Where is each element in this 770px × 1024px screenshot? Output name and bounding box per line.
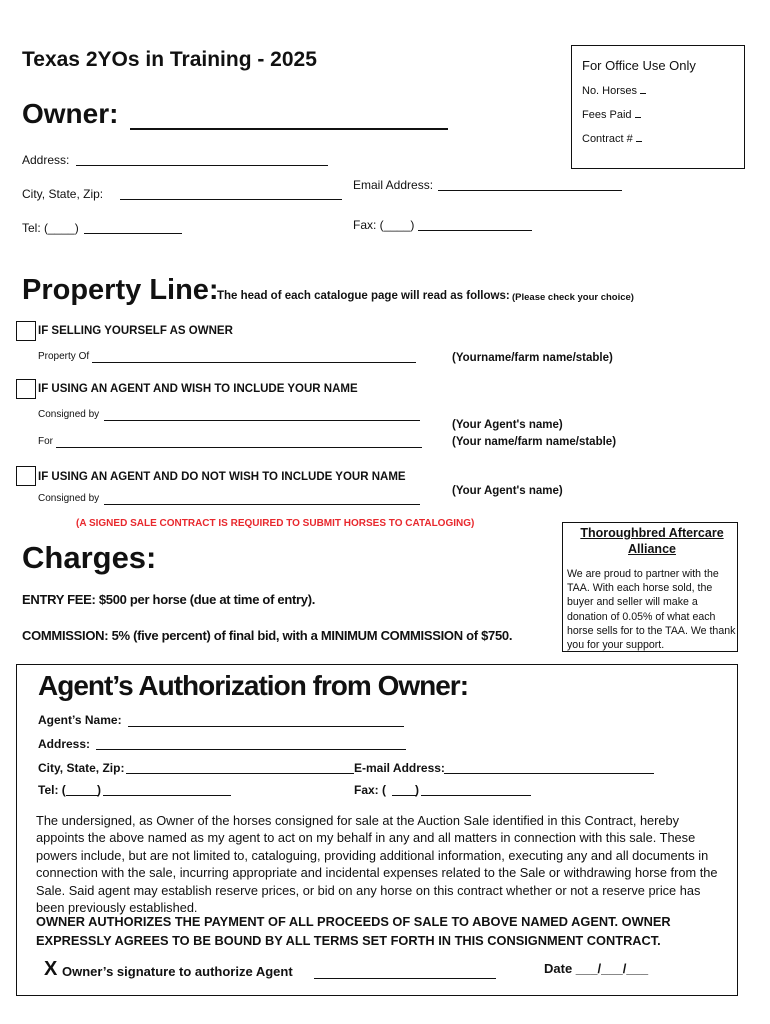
- agent-city-label: City, State, Zip:: [38, 761, 125, 775]
- consigned-by-field-2[interactable]: [104, 504, 420, 505]
- tel-label: Tel: (____): [22, 221, 79, 235]
- charges-heading: Charges:: [22, 540, 157, 575]
- consigned-by-field[interactable]: [104, 420, 420, 421]
- option-selling-yourself-label: IF SELLING YOURSELF AS OWNER: [38, 325, 233, 337]
- agent-address-field[interactable]: [96, 749, 406, 750]
- fax-label: Fax: (____): [353, 218, 415, 232]
- option-selling-yourself-checkbox[interactable]: [16, 321, 36, 341]
- address-label: Address:: [22, 153, 70, 167]
- agent-tel-area-field[interactable]: [66, 795, 98, 796]
- option-agent-exclude-label: IF USING AN AGENT AND DO NOT WISH TO INCLUDE YOUR NAME: [38, 471, 406, 483]
- taa-body: We are proud to partner with the TAA. With each horse sold, the buyer and seller will make a donation of 0.05% of what each horse sells for to the TAA. We thank you for your support.: [567, 568, 736, 652]
- signature-field[interactable]: [314, 978, 496, 979]
- signature-date[interactable]: Date ___/___/___: [544, 961, 649, 976]
- agent-authorization-heading: Agent’s Authorization from Owner:: [38, 670, 469, 701]
- your-name-hint-1: (Yourname/farm name/stable): [452, 352, 613, 364]
- agent-name-hint-2: (Your Agent's name): [452, 485, 563, 497]
- office-use-title: For Office Use Only: [582, 58, 696, 73]
- agent-tel-label: Tel: (: [38, 783, 66, 797]
- agent-email-field[interactable]: [444, 773, 654, 774]
- property-line-heading: Property Line:: [22, 274, 219, 306]
- agent-fax-area-field[interactable]: [392, 795, 416, 796]
- agent-name-field[interactable]: [128, 726, 404, 727]
- commission-text: COMMISSION: 5% (five percent) of final bid, with a MINIMUM COMMISSION of $750.: [22, 628, 513, 643]
- for-label: For: [38, 436, 53, 447]
- tel-field[interactable]: [84, 233, 182, 234]
- signature-label: Owner’s signature to authorize Agent: [62, 964, 293, 979]
- office-fees-paid: Fees Paid: [582, 109, 744, 121]
- entry-fee-text: ENTRY FEE: $500 per horse (due at time of entry).: [22, 592, 316, 607]
- taa-box: [562, 522, 738, 652]
- option-agent-exclude-checkbox[interactable]: [16, 466, 36, 486]
- property-line-subtitle: The head of each catalogue page will read as follows:: [217, 290, 510, 302]
- city-field[interactable]: [120, 199, 342, 200]
- email-field[interactable]: [438, 190, 622, 191]
- agent-tel-close: ): [97, 783, 101, 797]
- agent-fax-close: ): [415, 783, 419, 797]
- agent-tel-field[interactable]: [103, 795, 231, 796]
- contract-required-notice: (A SIGNED SALE CONTRACT IS REQUIRED TO SUBMIT HORSES TO CATALOGING): [76, 518, 475, 529]
- for-field[interactable]: [56, 447, 422, 448]
- owner-label: Owner:: [22, 98, 119, 129]
- authorization-caps-statement: OWNER AUTHORIZES THE PAYMENT OF ALL PROCEEDS OF SALE TO ABOVE NAMED AGENT. OWNER EXPRESSLY AGREES TO BE BOUND BY ALL TERMS SET FORTH IN THIS CONSIGNMENT CONTRACT.: [36, 914, 671, 948]
- option-agent-include-label: IF USING AN AGENT AND WISH TO INCLUDE YOUR NAME: [38, 383, 358, 395]
- agent-fax-field[interactable]: [421, 795, 531, 796]
- agent-fax-label: Fax: (: [354, 783, 387, 797]
- your-name-hint-2: (Your name/farm name/stable): [452, 436, 617, 448]
- agent-name-hint-1: (Your Agent's name): [452, 419, 563, 431]
- form-title: Texas 2YOs in Training - 2025: [22, 48, 317, 71]
- property-line-note: (Please check your choice): [512, 292, 634, 303]
- property-of-field[interactable]: [92, 362, 416, 363]
- agent-email-label: E-mail Address:: [354, 761, 445, 775]
- property-of-label: Property Of: [38, 351, 90, 362]
- signature-x-mark: X: [44, 958, 58, 980]
- office-no-horses: No. Horses: [582, 85, 744, 97]
- fax-field[interactable]: [418, 230, 532, 231]
- address-field[interactable]: [76, 165, 328, 166]
- office-use-box: [571, 45, 745, 169]
- agent-name-label: Agent’s Name:: [38, 713, 122, 727]
- city-label: City, State, Zip:: [22, 187, 104, 201]
- authorization-paragraph: The undersigned, as Owner of the horses consigned for sale at the Auction Sale identified in this Contract, hereby appoints the above named as my agent to act on my behalf in any and all matters in connection with this sale. These powers include, but are not limited to, cataloguing, providing additional information, executing any and all documents in connection with the sale, incurring appropriate and incidental expenses related to the Sale or withdrawing horse from the Sale. Said agent may establish reserve prices, or bid on any horse on this contract whether or not a reserve price has been previously established.: [36, 813, 718, 916]
- taa-heading: Thoroughbred Aftercare Alliance: [580, 526, 724, 556]
- option-agent-include-checkbox[interactable]: [16, 379, 36, 399]
- office-contract: Contract #: [582, 133, 744, 145]
- agent-address-label: Address:: [38, 737, 91, 751]
- consigned-by-label-2: Consigned by: [38, 493, 100, 504]
- agent-city-field[interactable]: [126, 773, 354, 774]
- email-label: Email Address:: [353, 178, 434, 192]
- owner-name-field[interactable]: [130, 128, 448, 130]
- consigned-by-label: Consigned by: [38, 409, 100, 420]
